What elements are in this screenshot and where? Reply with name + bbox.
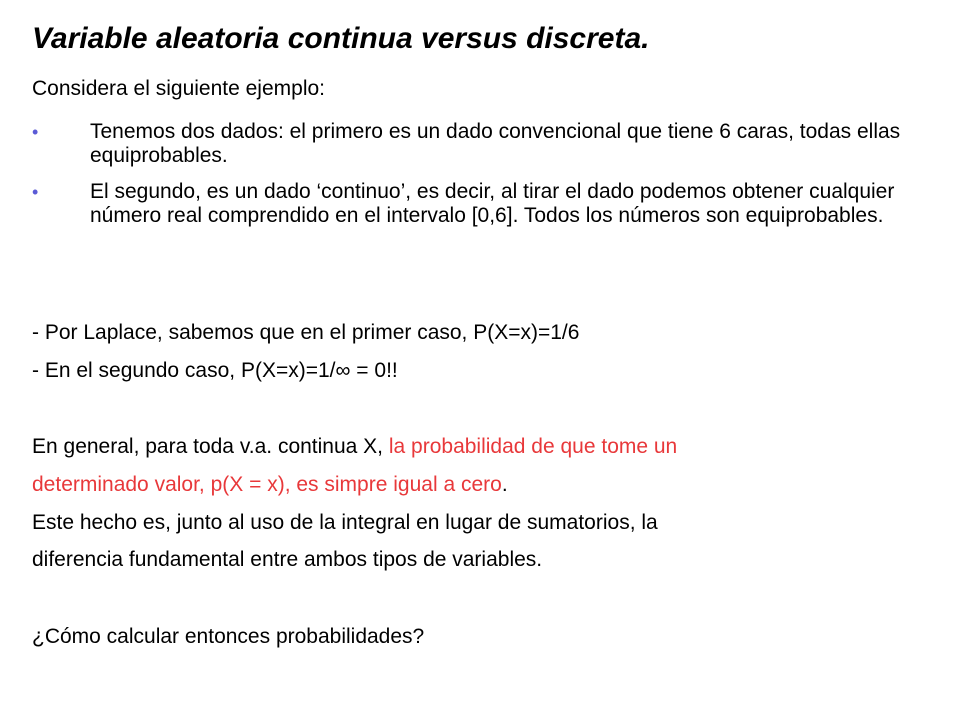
general-text: En general, para toda v.a. continua X, <box>32 435 389 458</box>
intro-text: Considera el siguiente ejemplo: <box>32 77 326 100</box>
highlight-text-1: la probabilidad de que tome un <box>388 435 678 458</box>
bullet-icon: • <box>32 122 39 142</box>
laplace-line: - Por Laplace, sabemos que en el primer caso, P(X=x)=1/6 <box>32 321 580 344</box>
bullet-text-2: El segundo, es un dado ‘continuo’, es decir, al tirar el dado podemos obtener cualquier número real comprendido en el intervalo [0,6]. Todos los números son equiprobables. <box>90 180 895 227</box>
fact-line-2: diferencia fundamental entre ambos tipos de variables. <box>32 548 543 571</box>
general-period: . <box>501 473 508 496</box>
second-case-line: - En el segundo caso, P(X=x)=1/∞ = 0!! <box>32 359 398 382</box>
bullet-text-1: Tenemos dos dados: el primero es un dado convencional que tiene 6 caras, todas ellas equiprobables. <box>90 120 901 167</box>
general-statement-line1 <box>32 434 677 460</box>
slide-title: Variable aleatoria continua versus discreta. <box>32 22 650 55</box>
bullet-icon: • <box>32 182 39 202</box>
general-statement-line2 <box>32 472 508 498</box>
fact-line-1: Este hecho es, junto al uso de la integral en lugar de sumatorios, la <box>32 511 658 534</box>
highlight-text-2: determinado valor, p(X = x), es simpre igual a cero <box>32 473 502 496</box>
question-line: ¿Cómo calcular entonces probabilidades? <box>32 625 425 648</box>
